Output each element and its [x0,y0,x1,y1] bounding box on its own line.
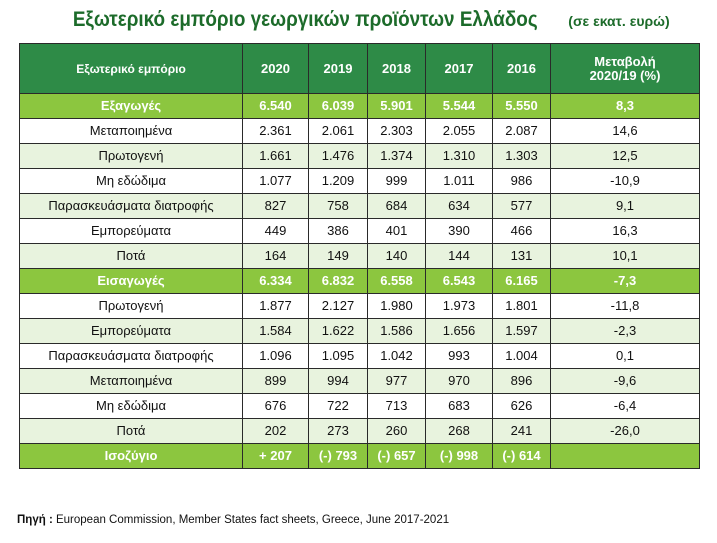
value-2018-cell: 1.042 [368,344,426,369]
change-2020-19-cell: -7,3 [551,269,700,294]
column-header-2020: 2020 [243,44,309,94]
value-2017-cell: 1.973 [426,294,493,319]
row-label-cell: Μεταποιημένα [20,369,243,394]
change-2020-19-cell: 0,1 [551,344,700,369]
row-label-cell: Εμπορεύματα [20,219,243,244]
table-row [20,194,700,219]
value-2016-cell: 1.597 [493,319,551,344]
value-2018-cell: 1.586 [368,319,426,344]
value-2018-cell: 5.901 [368,94,426,119]
value-2020-cell: 899 [243,369,309,394]
value-2017-cell: 268 [426,419,493,444]
row-label-cell: Παρασκευάσματα διατροφής [20,344,243,369]
value-2017-cell: 634 [426,194,493,219]
table-row [20,144,700,169]
value-2019-cell: 2.127 [309,294,368,319]
table-row [20,419,700,444]
value-2020-cell: 6.334 [243,269,309,294]
value-2018-cell: 140 [368,244,426,269]
value-2020-cell: + 207 [243,444,309,469]
value-2016-cell: 577 [493,194,551,219]
table-row [20,119,700,144]
column-header-change [551,44,700,94]
source-text: European Commission, Member States fact sheets, Greece, June 2017-2021 [55,514,450,526]
row-label-cell: Μη εδώδιμα [20,169,243,194]
value-2017-cell: 1.011 [426,169,493,194]
value-2018-cell: 1.980 [368,294,426,319]
trade-table [19,43,700,469]
value-2017-cell: 1.656 [426,319,493,344]
table-row [20,344,700,369]
total-row [20,94,700,119]
change-2020-19-cell: 8,3 [551,94,700,119]
row-label-cell: Μη εδώδιμα [20,394,243,419]
value-2019-cell: 1.476 [309,144,368,169]
value-2018-cell: 977 [368,369,426,394]
value-2016-cell: (-) 614 [493,444,551,469]
value-2018-cell: 1.374 [368,144,426,169]
table-header-row [20,44,700,94]
column-header-2017: 2017 [426,44,493,94]
change-2020-19-cell: -2,3 [551,319,700,344]
value-2018-cell: 684 [368,194,426,219]
value-2018-cell: 401 [368,219,426,244]
value-2020-cell: 449 [243,219,309,244]
change-2020-19-cell: 16,3 [551,219,700,244]
column-header-2019: 2019 [309,44,368,94]
value-2017-cell: 144 [426,244,493,269]
change-2020-19-cell: 12,5 [551,144,700,169]
table-row [20,244,700,269]
value-2018-cell: 6.558 [368,269,426,294]
page-title [0,8,717,32]
value-2019-cell: 6.039 [309,94,368,119]
value-2019-cell: 149 [309,244,368,269]
value-2019-cell: 722 [309,394,368,419]
table-row [20,169,700,194]
value-2017-cell: 390 [426,219,493,244]
row-label-cell: Εισαγωγές [20,269,243,294]
value-2016-cell: 2.087 [493,119,551,144]
row-label-cell: Παρασκευάσματα διατροφής [20,194,243,219]
table-row [20,394,700,419]
value-2016-cell: 626 [493,394,551,419]
value-2017-cell: 993 [426,344,493,369]
balance-row [20,444,700,469]
value-2018-cell: (-) 657 [368,444,426,469]
total-row [20,269,700,294]
change-2020-19-cell: -10,9 [551,169,700,194]
value-2020-cell: 1.877 [243,294,309,319]
value-2019-cell: 758 [309,194,368,219]
value-2017-cell: 2.055 [426,119,493,144]
value-2019-cell: 2.061 [309,119,368,144]
value-2018-cell: 260 [368,419,426,444]
change-header-label: Μεταβολή 2020/19 (%) [589,53,661,83]
row-label-cell: Ισοζύγιο [20,444,243,469]
change-2020-19-cell: -11,8 [551,294,700,319]
value-2020-cell: 6.540 [243,94,309,119]
value-2020-cell: 1.584 [243,319,309,344]
row-label-cell: Πρωτογενή [20,294,243,319]
value-2019-cell: 1.209 [309,169,368,194]
value-2017-cell: 970 [426,369,493,394]
value-2017-cell: 6.543 [426,269,493,294]
row-label-cell: Ποτά [20,244,243,269]
table-row [20,369,700,394]
title-text: Εξωτερικό εμπόριο γεωργικών προϊόντων Ελλάδος [73,8,539,31]
value-2019-cell: 1.622 [309,319,368,344]
change-2020-19-cell: 10,1 [551,244,700,269]
value-2020-cell: 1.661 [243,144,309,169]
value-2018-cell: 999 [368,169,426,194]
source-label: Πηγή : [17,514,53,526]
value-2016-cell: 1.004 [493,344,551,369]
value-2019-cell: 1.095 [309,344,368,369]
change-2020-19-cell: -26,0 [551,419,700,444]
value-2016-cell: 1.303 [493,144,551,169]
column-header-2018: 2018 [368,44,426,94]
change-2020-19-cell: 14,6 [551,119,700,144]
value-2016-cell: 896 [493,369,551,394]
table-row [20,219,700,244]
value-2016-cell: 1.801 [493,294,551,319]
table-body [20,94,700,469]
value-2019-cell: 6.832 [309,269,368,294]
change-2020-19-cell: -9,6 [551,369,700,394]
row-label-cell: Πρωτογενή [20,144,243,169]
value-2019-cell: (-) 793 [309,444,368,469]
value-2020-cell: 202 [243,419,309,444]
row-label-cell: Μεταποιημένα [20,119,243,144]
value-2017-cell: (-) 998 [426,444,493,469]
row-label-cell: Εμπορεύματα [20,319,243,344]
value-2020-cell: 1.096 [243,344,309,369]
value-2018-cell: 713 [368,394,426,419]
title-unit: (σε εκατ. ευρώ) [568,13,670,29]
value-2017-cell: 683 [426,394,493,419]
value-2020-cell: 164 [243,244,309,269]
value-2016-cell: 466 [493,219,551,244]
value-2016-cell: 241 [493,419,551,444]
table-row [20,294,700,319]
value-2016-cell: 131 [493,244,551,269]
value-2020-cell: 827 [243,194,309,219]
change-2020-19-cell: 9,1 [551,194,700,219]
column-header-trade: Εξωτερικό εμπόριο [20,44,243,94]
value-2020-cell: 676 [243,394,309,419]
value-2017-cell: 5.544 [426,94,493,119]
row-label-cell: Ποτά [20,419,243,444]
value-2018-cell: 2.303 [368,119,426,144]
value-2016-cell: 986 [493,169,551,194]
value-2020-cell: 1.077 [243,169,309,194]
value-2019-cell: 386 [309,219,368,244]
value-2017-cell: 1.310 [426,144,493,169]
table-row [20,319,700,344]
source-note [17,514,449,526]
value-2016-cell: 6.165 [493,269,551,294]
value-2019-cell: 273 [309,419,368,444]
value-2016-cell: 5.550 [493,94,551,119]
change-2020-19-cell: -6,4 [551,394,700,419]
row-label-cell: Εξαγωγές [20,94,243,119]
value-2019-cell: 994 [309,369,368,394]
change-2020-19-cell [551,444,700,469]
value-2020-cell: 2.361 [243,119,309,144]
column-header-2016: 2016 [493,44,551,94]
